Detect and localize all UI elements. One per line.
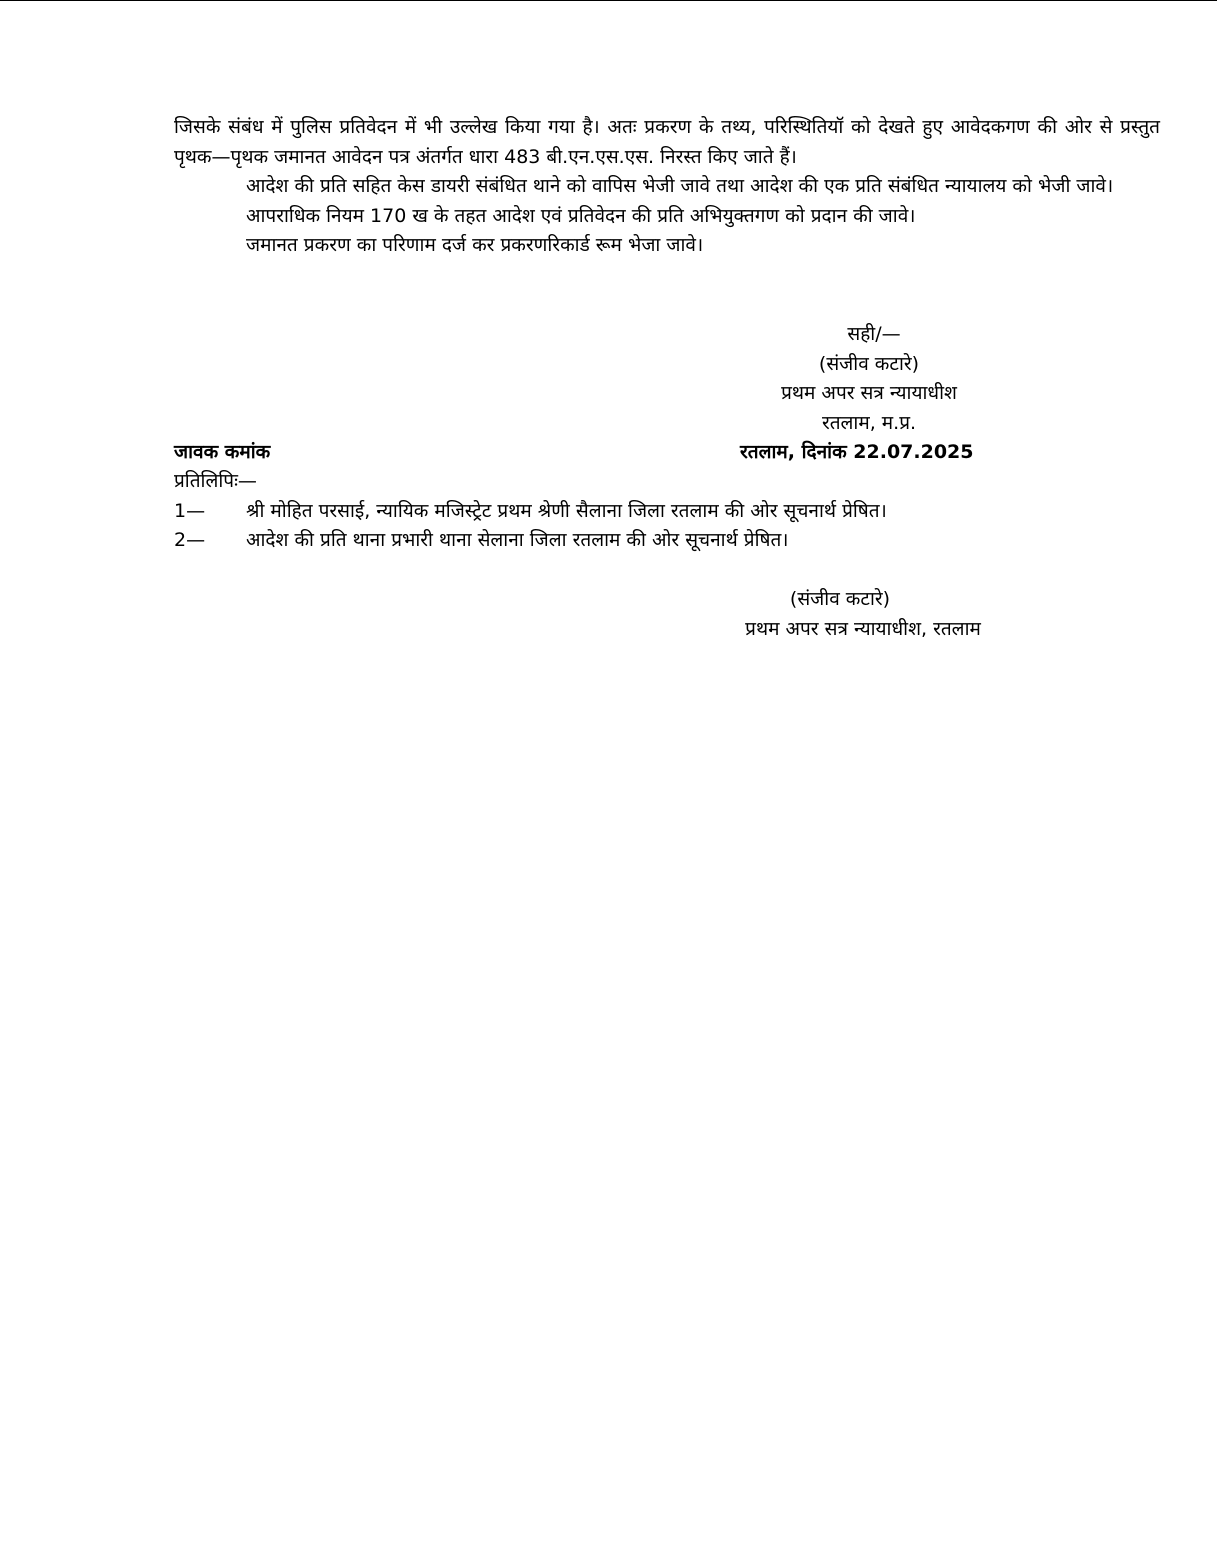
order-paragraph-3: आपराधिक नियम 170 ख के तहत आदेश एवं प्रतिवेदन की प्रति अभियुक्तगण को प्रदान की जावे। bbox=[246, 204, 916, 227]
judge-designation: प्रथम अपर सत्र न्यायाधीश, रतलाम bbox=[745, 618, 981, 640]
copy-item-number: 2— bbox=[174, 529, 206, 551]
dispatch-number-label: जावक कमांक bbox=[174, 441, 271, 463]
judge-name: (संजीव कटारे) bbox=[789, 588, 891, 610]
dispatch-place-date: रतलाम, दिनांक 22.07.2025 bbox=[740, 441, 974, 463]
judge-designation: प्रथम अपर सत्र न्यायाधीश bbox=[781, 382, 957, 404]
court-place: रतलाम, म.प्र. bbox=[821, 412, 917, 434]
signed-mark: सही/— bbox=[847, 323, 901, 345]
copy-item-text: श्री मोहित परसाई, न्यायिक मजिस्ट्रेट प्रथम श्रेणी सैलाना जिला रतलाम की ओर सूचनार्थ प्रेषित। bbox=[246, 500, 887, 522]
copy-item-number: 1— bbox=[174, 500, 206, 522]
copy-item-text: आदेश की प्रति थाना प्रभारी थाना सेलाना जिला रतलाम की ओर सूचनार्थ प्रेषित। bbox=[246, 529, 789, 551]
order-paragraph-2: आदेश की प्रति सहित केस डायरी संबंधित थाने को वापिस भेजी जावे तथा आदेश की एक प्रति संबंधित न्यायालय को भेजी जावे। bbox=[246, 175, 1114, 197]
copies-label: प्रतिलिपिः— bbox=[174, 470, 257, 492]
order-body bbox=[174, 113, 1160, 261]
judge-name: (संजीव कटारे) bbox=[818, 353, 920, 375]
order-paragraph-1: जिसके संबंध में पुलिस प्रतिवेदन में भी उल्लेख किया गया है। अतः प्रकरण के तथ्य, परिस्थितियॉ को देखते हुए आवेदकगण की ओर से प्रस्तुत पृथक—पृथक जमानत आवेदन पत्र अंतर्गत धारा 483 बी.एन.एस.एस. निरस्त किए जाते हैं। bbox=[174, 116, 1160, 168]
order-paragraph-4: जमानत प्रकरण का परिणाम दर्ज कर प्रकरणरिकार्ड रूम भेजा जावे। bbox=[246, 234, 704, 256]
top-border-line bbox=[0, 0, 1217, 1]
